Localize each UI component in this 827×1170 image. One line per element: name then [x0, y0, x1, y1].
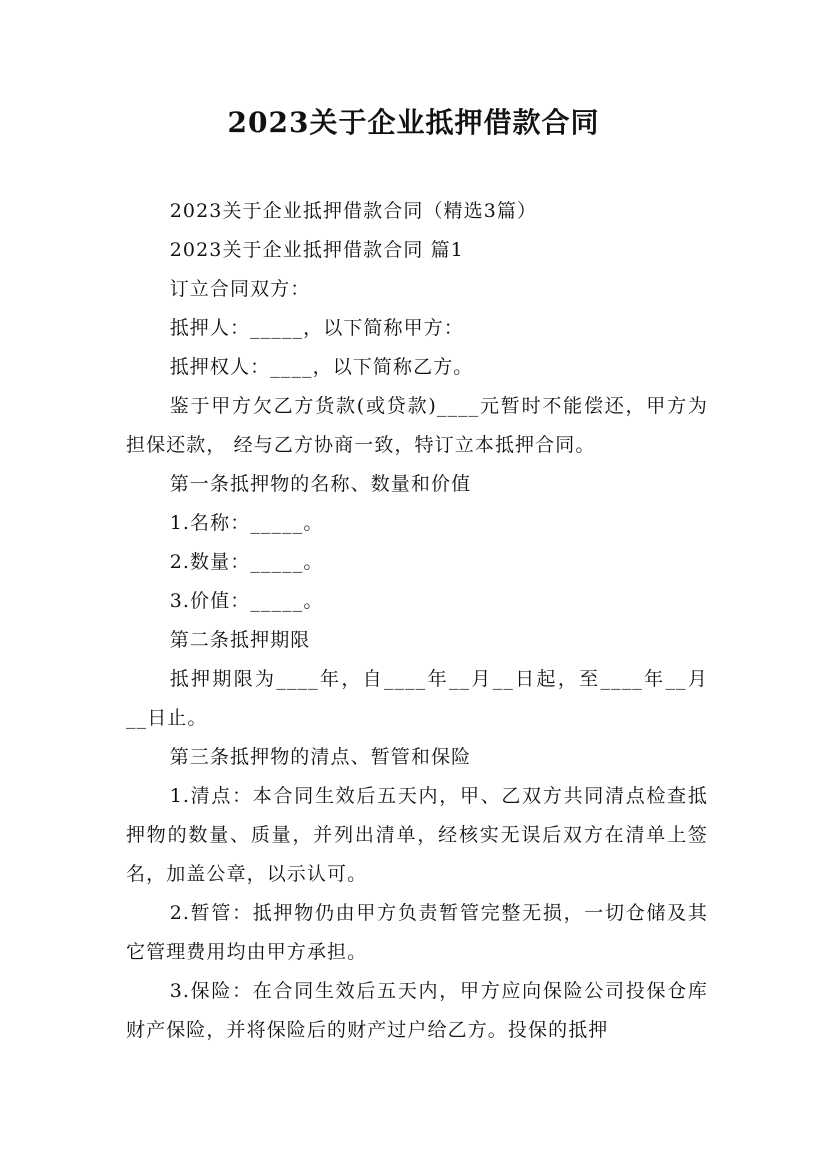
paragraph-preamble: 鉴于甲方欠乙方货款(或贷款)____元暂时不能偿还，甲方为担保还款， 经与乙方协商一致，特订立本抵押合同。 — [126, 395, 708, 456]
paragraph-item-name: 1.名称：_____。 — [169, 512, 324, 534]
paragraph-mortgagor: 抵押人：_____，以下简称甲方： — [169, 317, 464, 339]
paragraph-insurance: 3.保险：在合同生效后五天内，甲方应向保险公司投保仓库财产保险，并将保险后的财产过户给乙方。投保的抵押 — [126, 980, 708, 1041]
paragraph-section-heading: 2023关于企业抵押借款合同 篇1 — [169, 239, 464, 261]
document-title: 2023关于企业抵押借款合同 — [227, 106, 600, 139]
paragraph-item-value: 3.价值：_____。 — [169, 590, 324, 612]
paragraph-custody: 2.暂管：抵押物仍由甲方负责暂管完整无损，一切仓储及其它管理费用均由甲方承担。 — [126, 902, 708, 963]
document-body — [126, 192, 716, 1050]
paragraph-article-1: 第一条抵押物的名称、数量和价值 — [169, 473, 472, 495]
paragraph-collection-heading: 2023关于企业抵押借款合同（精选3篇） — [169, 200, 538, 222]
paragraph-mortgagee: 抵押权人：____，以下简称乙方。 — [169, 356, 474, 378]
paragraph-item-quantity: 2.数量：_____。 — [169, 551, 324, 573]
paragraph-parties: 订立合同双方： — [169, 278, 311, 300]
paragraph-article-3: 第三条抵押物的清点、暂管和保险 — [169, 746, 472, 768]
paragraph-inventory: 1.清点：本合同生效后五天内，甲、乙双方共同清点检查抵押物的数量、质量，并列出清单，经核实无误后双方在清单上签名，加盖公章，以示认可。 — [126, 785, 708, 885]
paragraph-term: 抵押期限为____年，自____年__月__日起，至____年__月 __日止。 — [126, 668, 716, 729]
paragraph-article-2: 第二条抵押期限 — [169, 629, 311, 651]
